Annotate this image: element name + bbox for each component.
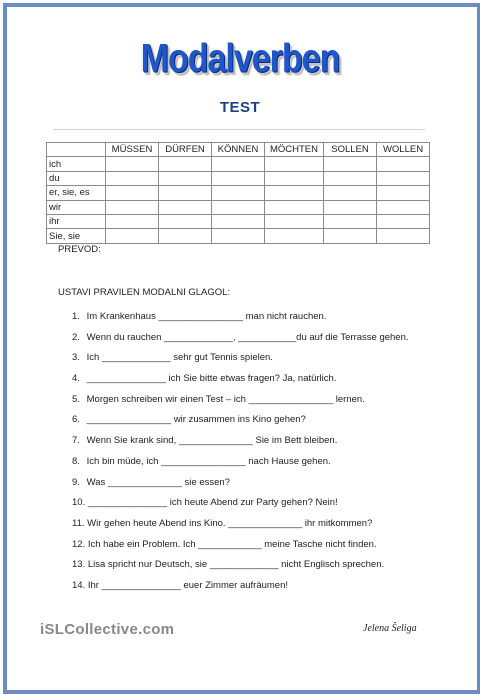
exercise-text: Wir gehen heute Abend ins Kino. ______________ ihr mitkommen? xyxy=(87,517,373,529)
exercise-text: Wenn Sie krank sind, ______________ Sie im Bett bleiben. xyxy=(86,435,338,447)
instruction: USTAVI PRAVILEN MODALNI GLAGOL: xyxy=(58,287,231,298)
exercise-text: Ich habe ein Problem. Ich ____________ meine Tasche nicht finden. xyxy=(87,538,377,550)
table-row xyxy=(47,171,430,185)
table-header-cell: DÜRFEN xyxy=(159,143,212,157)
answer-cell[interactable] xyxy=(324,157,377,171)
answer-cell[interactable] xyxy=(106,171,159,185)
exercise-text: Im Krankenhaus ________________ man nicht rauchen. xyxy=(86,311,327,322)
exercise-text: Wenn du rauchen _____________, ___________du auf die Terrasse gehen. xyxy=(86,331,409,343)
exercise-text: Ich bin müde, ich ________________ nach Hause gehen. xyxy=(86,455,331,467)
table-header-row xyxy=(47,143,430,157)
exercise-text: _______________ ich heute Abend zur Party gehen? Nein! xyxy=(87,497,338,509)
exercise-number: 9. xyxy=(72,476,80,488)
exercise-text: Lisa spricht nur Deutsch, sie _____________ nicht Englisch sprechen. xyxy=(87,559,385,571)
table-header-cell: WOLLEN xyxy=(377,143,430,157)
exercise-number: 6. xyxy=(72,414,80,426)
table-header-cell: MÜSSEN xyxy=(106,143,159,157)
exercise-number: 8. xyxy=(72,455,80,467)
answer-cell[interactable] xyxy=(377,186,430,200)
answer-cell[interactable] xyxy=(377,157,430,171)
exercise-item xyxy=(72,538,452,559)
answer-cell[interactable] xyxy=(159,157,212,171)
exercise-number: 13. xyxy=(72,559,86,571)
answer-cell[interactable] xyxy=(212,214,265,228)
site-logo: iSLCollective.com xyxy=(40,621,175,638)
exercise-number: 1. xyxy=(72,311,80,322)
table-header-cell: MÖCHTEN xyxy=(265,143,324,157)
answer-cell[interactable] xyxy=(159,229,212,243)
answer-cell[interactable] xyxy=(159,186,212,200)
exercise-number: 3. xyxy=(72,352,80,364)
table-row xyxy=(47,229,430,243)
table-row xyxy=(47,200,430,214)
exercise-item xyxy=(72,351,452,372)
exercise-text: Was ______________ sie essen? xyxy=(86,476,230,488)
exercise-text: Ihr _______________ euer Zimmer aufräumen! xyxy=(87,579,289,591)
table-header-cell: KÖNNEN xyxy=(212,143,265,157)
pronoun-cell: ich xyxy=(47,157,106,171)
answer-cell[interactable] xyxy=(265,157,324,171)
exercise-number: 5. xyxy=(72,393,80,405)
answer-cell[interactable] xyxy=(265,200,324,214)
answer-cell[interactable] xyxy=(265,214,324,228)
answer-cell[interactable] xyxy=(324,200,377,214)
answer-cell[interactable] xyxy=(212,200,265,214)
exercise-item xyxy=(72,476,452,497)
answer-cell[interactable] xyxy=(324,186,377,200)
pronoun-cell: ihr xyxy=(47,214,106,228)
answer-cell[interactable] xyxy=(324,229,377,243)
exercise-item xyxy=(72,413,452,434)
answer-cell[interactable] xyxy=(212,229,265,243)
exercise-item xyxy=(72,393,452,414)
answer-cell[interactable] xyxy=(212,171,265,185)
answer-cell[interactable] xyxy=(106,186,159,200)
exercise-list xyxy=(72,310,452,600)
exercise-number: 10. xyxy=(72,497,86,509)
answer-cell[interactable] xyxy=(106,200,159,214)
answer-cell[interactable] xyxy=(106,214,159,228)
worksheet-subtitle: TEST xyxy=(219,99,261,116)
exercise-item xyxy=(72,579,452,600)
table-row xyxy=(47,214,430,228)
exercise-item xyxy=(72,496,452,517)
answer-cell[interactable] xyxy=(265,186,324,200)
answer-cell[interactable] xyxy=(159,200,212,214)
exercise-text: ________________ wir zusammen ins Kino gehen? xyxy=(86,414,306,426)
conjugation-table xyxy=(46,142,430,244)
answer-cell[interactable] xyxy=(377,229,430,243)
pronoun-cell: er, sie, es xyxy=(47,186,106,200)
exercise-item xyxy=(72,517,452,538)
pronoun-cell: Sie, sie xyxy=(47,229,106,243)
pronoun-cell: wir xyxy=(47,200,106,214)
answer-cell[interactable] xyxy=(265,229,324,243)
exercise-item xyxy=(72,434,452,455)
answer-cell[interactable] xyxy=(377,200,430,214)
table-header-cell xyxy=(47,143,106,157)
answer-cell[interactable] xyxy=(106,229,159,243)
answer-cell[interactable] xyxy=(212,186,265,200)
answer-cell[interactable] xyxy=(212,157,265,171)
answer-cell[interactable] xyxy=(265,171,324,185)
answer-cell[interactable] xyxy=(159,171,212,185)
exercise-item xyxy=(72,331,452,352)
exercise-number: 12. xyxy=(72,538,86,550)
exercise-text: Ich _____________ sehr gut Tennis spielen. xyxy=(86,352,273,364)
answer-cell[interactable] xyxy=(377,171,430,185)
pronoun-cell: du xyxy=(47,171,106,185)
exercise-number: 11. xyxy=(72,517,85,529)
exercise-number: 14. xyxy=(72,579,86,591)
exercise-number: 7. xyxy=(72,435,80,447)
worksheet-title: Modalverben xyxy=(140,36,340,81)
divider xyxy=(53,129,425,130)
exercise-item xyxy=(72,558,452,579)
prevod-label: PREVOD: xyxy=(58,244,101,255)
exercise-item xyxy=(72,455,452,476)
table-row xyxy=(47,186,430,200)
exercise-text: _______________ ich Sie bitte etwas fragen? Ja, natürlich. xyxy=(86,373,337,385)
exercise-text: Morgen schreiben wir einen Test – ich ________________ lernen. xyxy=(86,393,365,405)
answer-cell[interactable] xyxy=(106,157,159,171)
answer-cell[interactable] xyxy=(377,214,430,228)
answer-cell[interactable] xyxy=(324,214,377,228)
exercise-item xyxy=(72,372,452,393)
exercise-item xyxy=(72,310,452,331)
exercise-number: 4. xyxy=(72,373,80,385)
exercise-number: 2. xyxy=(72,331,80,343)
answer-cell[interactable] xyxy=(159,214,212,228)
table-row xyxy=(47,157,430,171)
table-header-cell: SOLLEN xyxy=(324,143,377,157)
author-signature: Jelena Šeliga xyxy=(363,623,417,634)
answer-cell[interactable] xyxy=(324,171,377,185)
